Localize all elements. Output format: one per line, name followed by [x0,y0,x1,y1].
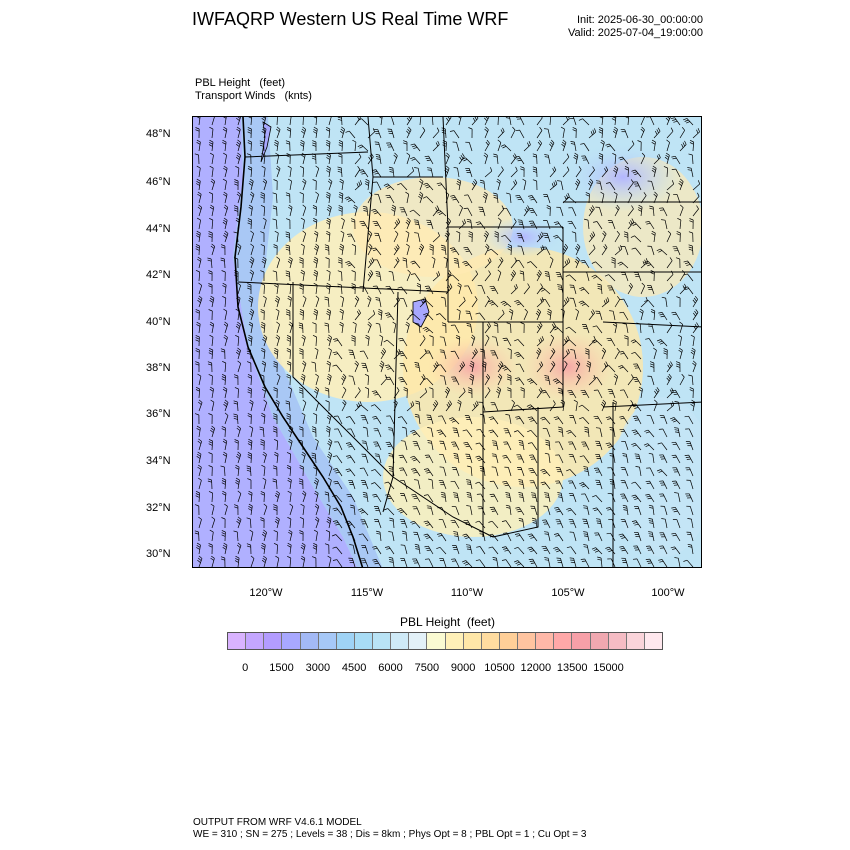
wind-barb-feather [597,183,601,184]
wind-barb-feather [451,351,455,352]
wind-barb-feather [425,286,429,287]
wind-barb-feather [529,559,533,560]
wind-barb-shaft [511,324,512,333]
colorbar-swatch [391,633,409,649]
lon-label-100w: 100°W [651,587,685,599]
model-info-line2: WE = 310 ; SN = 275 ; Levels = 38 ; Dis = 8km ; Phys Opt = 8 ; PBL Opt = 1 ; Cu Opt = 3 [193,829,587,840]
wind-barb-feather [597,523,601,524]
wind-barb-feather [646,559,650,560]
wind-barb-feather [492,337,496,338]
lat-label-38n: 38°N [146,362,171,374]
lat-label-34n: 34°N [146,455,171,467]
colorbar-swatch [446,633,464,649]
warm-area-plateau [383,417,563,537]
wind-barb-feather [596,428,600,429]
wind-barb-feather [440,352,444,353]
wind-barb-feather [427,290,431,291]
wind-barb-feather [532,497,536,498]
wind-barb-feather [491,509,495,510]
wind-barb-feather [427,168,431,169]
colorbar-swatch [536,633,554,649]
wind-barb-feather [362,441,366,442]
wind-barb-feather [596,181,600,182]
lon-label-110w: 110°W [450,587,484,599]
wind-barb-shaft [589,194,590,203]
wind-barb-feather [490,507,494,508]
colorbar-swatch [337,633,355,649]
wind-barb-feather [583,506,587,507]
wind-barb-feather [467,549,471,550]
colorbar-swatch [355,633,373,649]
colorbar-tick-label: 9000 [450,662,476,674]
wind-barb-feather [518,222,522,223]
colorbar-swatch [409,633,427,649]
lat-label-36n: 36°N [146,408,171,420]
wind-barb-feather [672,169,676,170]
wind-barb-feather [414,220,418,221]
wind-barb-feather [582,561,586,562]
wind-barb-feather [635,420,639,421]
wind-barb-feather [490,494,494,495]
colorbar-swatch [572,633,590,649]
colorbar-swatch [518,633,536,649]
wind-barb-feather [492,441,496,442]
colorbar-swatch [301,633,319,649]
wind-barb-feather [516,364,520,365]
wind-barb-feather [401,441,405,442]
wind-barb-feather [375,456,379,457]
colorbar-swatch [282,633,300,649]
wind-barb-feather [375,454,379,455]
shaded-field-label: PBL Height (feet) [195,77,286,89]
map-panel [192,116,702,568]
wind-barb-feather [685,455,689,456]
lat-label-30n: 30°N [146,548,171,560]
wind-barb-feather [647,561,651,562]
colorbar-swatch [482,633,500,649]
wind-barb-feather [490,481,494,482]
wind-barb-shaft [264,493,265,502]
wind-barb-feather [360,351,364,352]
lon-label-120w: 120°W [249,587,283,599]
wind-barb-feather [633,416,637,417]
wind-barb-feather [440,337,444,338]
wind-barb-feather [440,350,444,351]
colorbar-tick-label: 15000 [593,662,624,674]
lat-label-48n: 48°N [146,128,171,140]
lat-label-44n: 44°N [146,223,171,235]
wind-barb-feather [362,443,366,444]
colorbar-title: PBL Height (feet) [400,615,495,629]
colorbar-swatch [246,633,264,649]
lon-label-115w: 115°W [350,587,384,599]
wind-barb-feather [531,225,535,226]
wind-barb-feather [426,288,430,289]
wind-barb-feather [493,445,497,446]
wind-barb-feather [596,519,600,520]
wind-barb-feather [426,158,430,159]
wind-barb-shaft [264,285,265,294]
wind-barb-feather [518,220,522,221]
colorbar-swatch [319,633,337,649]
wind-barb-feather [466,545,470,546]
wind-barb-feather [530,561,534,562]
wind-barb-feather [531,493,535,494]
lat-label-46n: 46°N [146,176,171,188]
wind-barb-feather [492,454,496,455]
wind-barb-feather [647,548,651,549]
wind-barb-feather [636,458,640,459]
colorbar-tick-label: 13500 [556,662,588,674]
wind-barb-feather [543,249,547,250]
wind-barb-feather [415,224,419,225]
colorbar-swatch [464,633,482,649]
colorbar-tick-label: 0 [242,662,249,674]
hot-spot-colorado [523,332,613,402]
wind-barb-feather [360,286,364,287]
wind-barb-shaft [251,142,252,151]
wind-barb-feather [492,456,496,457]
wind-barb-feather [427,506,431,507]
wind-barb-feather [427,508,431,509]
colorbar-tick-label: 3000 [305,662,331,674]
colorbar-tick-label: 6000 [378,662,403,674]
wind-barb-feather [544,532,548,533]
colorbar-swatch [264,633,282,649]
colorbar-tick-label: 7500 [414,662,440,674]
colorbar-swatch [228,633,246,649]
lat-label-32n: 32°N [146,502,171,514]
colorbar-swatch [500,633,518,649]
colorbar-tick-label: 10500 [484,662,515,674]
wind-barb-feather [620,299,624,300]
wind-barb-feather [597,521,601,522]
wind-barb-feather [634,418,638,419]
wind-barb-feather [648,324,652,325]
wind-barb-shaft [238,389,239,398]
colorbar-swatch [373,633,391,649]
lat-label-42n: 42°N [146,269,171,281]
wind-barb-feather [687,459,691,460]
wind-barb-feather [503,338,507,339]
init-time: Init: 2025-06-30_00:00:00 [577,14,703,26]
colorbar-swatch [554,633,572,649]
colorbar-tick-label: 1500 [269,662,294,674]
colorbar-swatch [609,633,627,649]
page-title: IWFAQRP Western US Real Time WRF [192,9,509,29]
colorbar [227,632,663,650]
colorbar-tick-label: 4500 [341,662,367,674]
colorbar-swatch [427,633,445,649]
colorbar-swatch [645,633,662,649]
valid-time: Valid: 2025-07-04_19:00:00 [568,27,703,39]
model-info-line1: OUTPUT FROM WRF V4.6.1 MODEL [193,817,362,828]
wind-barb-feather [426,457,430,458]
wind-barb-feather [648,563,652,564]
wind-barb-feather [464,208,468,209]
lon-label-105w: 105°W [551,587,585,599]
wind-barb-feather [581,559,585,560]
colorbar-swatch [627,633,645,649]
wind-barb-feather [414,222,418,223]
wind-barb-feather [532,495,536,496]
wind-barb-shaft [225,428,226,437]
colorbar-swatch [591,633,609,649]
lat-label-40n: 40°N [146,316,171,328]
wind-barb-feather [360,468,364,469]
vector-field-label: Transport Winds (knts) [195,90,312,102]
colorbar-tick-label: 12000 [520,662,552,674]
map-plot [193,117,702,568]
